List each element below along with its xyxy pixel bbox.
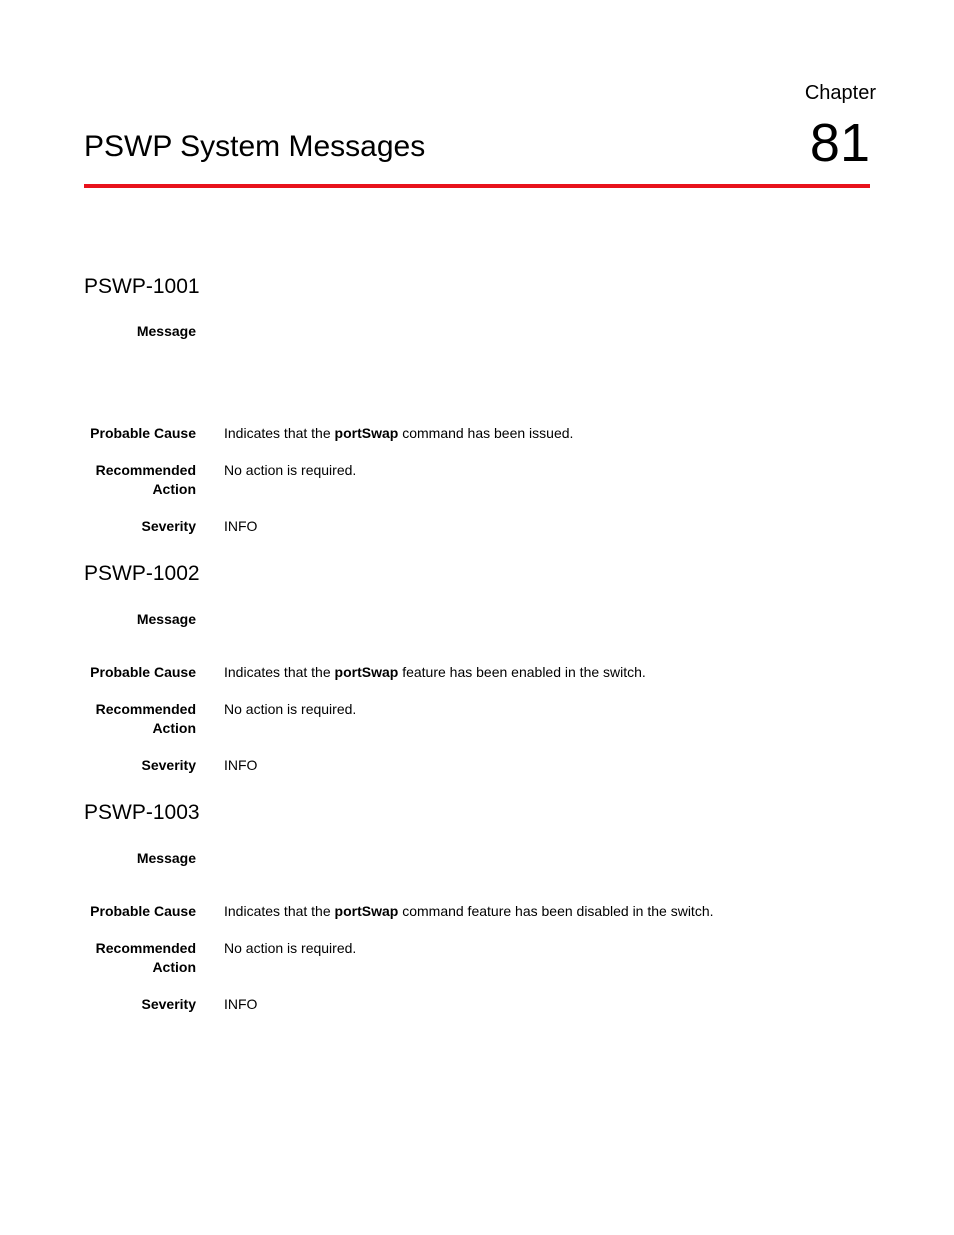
recommended-action-text: No action is required.: [224, 462, 357, 478]
label-line-1: Recommended: [95, 940, 196, 956]
probable-cause-label: Probable Cause: [90, 664, 196, 680]
cause-prefix: Indicates that the: [224, 425, 331, 441]
command-name: portSwap: [334, 425, 399, 441]
severity-value: INFO: [224, 757, 258, 773]
probable-cause-label: Probable Cause: [90, 425, 196, 441]
cause-prefix: Indicates that the: [224, 903, 331, 919]
cause-suffix: command has been issued.: [402, 425, 574, 441]
label-line-1: Recommended: [95, 462, 196, 478]
recommended-action-text: No action is required.: [224, 940, 357, 956]
recommended-action-label: [56, 700, 196, 738]
section-heading: PSWP-1002: [84, 562, 200, 585]
page-title: PSWP System Messages: [84, 130, 426, 163]
probable-cause-text: [224, 424, 864, 443]
section-heading: PSWP-1001: [84, 275, 200, 298]
command-name: portSwap: [334, 903, 399, 919]
command-name: portSwap: [334, 664, 399, 680]
cause-prefix: Indicates that the: [224, 664, 331, 680]
severity-label: Severity: [141, 518, 196, 534]
label-line-2: Action: [152, 481, 196, 497]
chapter-label: Chapter: [804, 82, 876, 104]
probable-cause-text: [224, 663, 864, 682]
message-label: Message: [136, 323, 196, 339]
recommended-action-text: No action is required.: [224, 701, 357, 717]
chapter-number: 81: [809, 113, 870, 173]
title-rule: [84, 184, 870, 188]
label-line-2: Action: [152, 720, 196, 736]
label-line-2: Action: [152, 959, 196, 975]
message-label: Message: [136, 611, 196, 627]
cause-suffix: feature has been enabled in the switch.: [402, 664, 646, 680]
severity-label: Severity: [141, 757, 196, 773]
severity-value: INFO: [224, 518, 258, 534]
severity-value: INFO: [224, 996, 258, 1012]
recommended-action-label: [56, 461, 196, 499]
section-heading: PSWP-1003: [84, 801, 200, 824]
label-line-1: Recommended: [95, 701, 196, 717]
probable-cause-label: Probable Cause: [90, 903, 196, 919]
message-label: Message: [136, 850, 196, 866]
probable-cause-text: [224, 902, 864, 921]
cause-suffix: command feature has been disabled in the switch.: [402, 903, 714, 919]
recommended-action-label: [56, 939, 196, 977]
severity-label: Severity: [141, 996, 196, 1012]
